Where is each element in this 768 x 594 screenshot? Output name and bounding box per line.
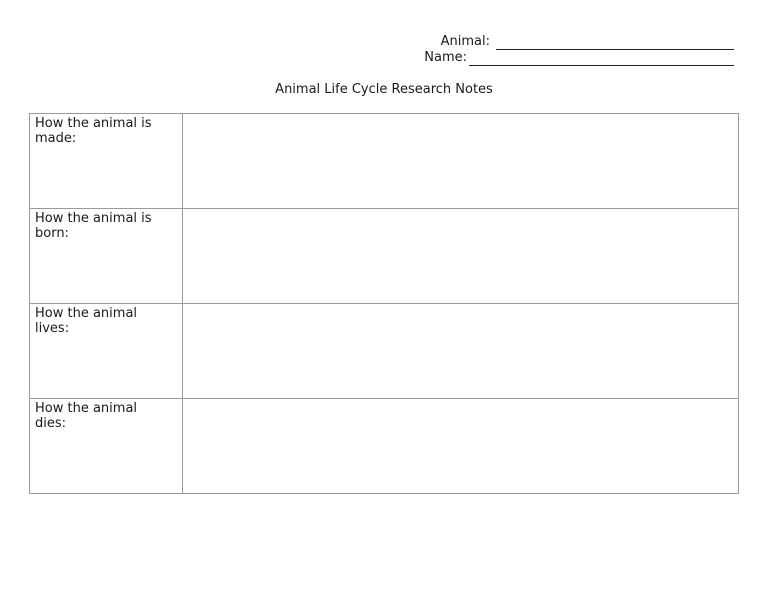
notes-cell[interactable]	[183, 114, 739, 209]
table-row	[30, 304, 739, 399]
row-label-cell	[30, 209, 183, 304]
animal-field	[424, 34, 734, 50]
table-row	[30, 399, 739, 494]
name-field	[424, 50, 734, 66]
notes-cell[interactable]	[183, 304, 739, 399]
row-label: How the animal is born:	[35, 211, 152, 241]
row-label-cell	[30, 399, 183, 494]
row-label: How the animal dies:	[35, 401, 138, 431]
row-label: How the animal is made:	[35, 116, 152, 146]
table-row	[30, 209, 739, 304]
animal-label: Animal:	[440, 34, 490, 49]
row-label-cell	[30, 304, 183, 399]
row-label: How the animal lives:	[35, 306, 138, 336]
row-label-cell	[30, 114, 183, 209]
name-blank-line[interactable]	[469, 52, 734, 66]
header-fields	[424, 34, 734, 66]
notes-cell[interactable]	[183, 209, 739, 304]
document-title: Animal Life Cycle Research Notes	[275, 82, 493, 97]
notes-cell[interactable]	[183, 399, 739, 494]
animal-blank-line[interactable]	[496, 36, 734, 50]
table-row	[30, 114, 739, 209]
name-label: Name:	[424, 50, 467, 65]
research-notes-table	[29, 113, 739, 494]
